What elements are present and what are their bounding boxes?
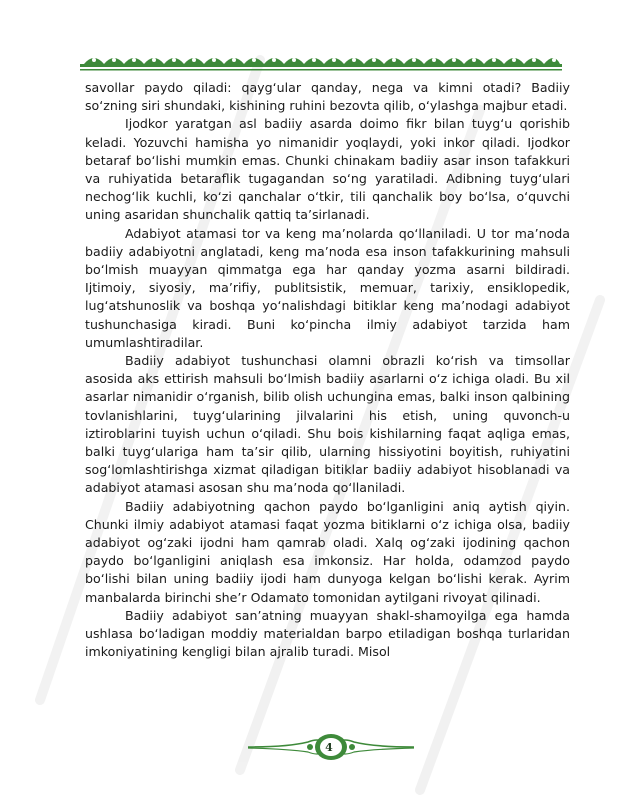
paragraph-3: Adabiyot atamasi tor va keng ma’nolarda qo‘llaniladi. U tor ma’noda badiiy adabiyotni anglatadi, keng ma’noda esa inson tafakkurining mahsuli bo‘lmish muayyan qimmatga ega har qanday yozma asarni bildiradi. Ijtimoiy, siyosiy, ma’rifiy, publitsistik, memuar, tarixiy, ensiklopedik, lug‘atshunoslik va boshqa yo‘nalishdagi bitiklar keng ma’nodagi adabiyot tushunchasiga kiradi. Buni ko‘pincha ilmiy adabiyot tarzida ham umumlashtiradilar. [85,225,570,350]
paragraph-6: Badiiy adabiyot san’atning muayyan shakl-shamoyilga ega hamda ushlasa bo‘ladigan moddiy materialdan barpo etiladigan boshqa turlaridan imkoniyatining kengligi bilan ajralib turadi. Misol [85,607,570,660]
paragraph-5: Badiiy adabiyotning qachon paydo bo‘lganligini aniq aytish qiyin. Chunki ilmiy adabiyot atamasi faqat yozma bitiklarni o‘z ichiga olsa, badiiy adabiyot og‘zaki ijodni ham qamrab oladi. Xalq og‘zaki ijodining qachon paydo bo‘lganligini aniqlash esa imkonsiz. Har holda, odamzod paydo bo‘lishi bilan uning badiiy ijodi ham dunyoga kelgan bo‘lishi kerak. Ayrim manbalarda birinchi she’r Odamato tomonidan aytilgani rivoyat qilinadi. [85,498,570,605]
paragraph-2: Ijodkor yaratgan asl badiiy asarda doimo fikr bilan tuyg‘u qorishib keladi. Yozuvchi hamisha yo nimanidir yoqlaydi, yoki inkor qiladi. Ijodkor betaraf bo‘lishi mumkin emas. Chunki chinakam badiiy asar inson tafakkuri va ruhiyatida betaraflik tugagandan so‘ng yaratiladi. Adibning tuyg‘ulari nechog‘lik kuchli, ko‘zi qanchalar o‘tkir, tili qanchalik boy bo‘lsa, o‘quvchi uning asaridan shunchalik qattiq ta’sirlanadi. [85,116,570,223]
paragraph-1: savollar paydo qiladi: qayg‘ular qanday, nega va kimni otadi? Badiiy so‘zning siri shundaki, kishining ruhini bezovta qilib, o‘ylashga majbur etadi. [85,80,570,114]
page-body [85,79,570,662]
header-ornament [80,50,562,74]
paragraph-4: Badiiy adabiyot tushunchasi olamni obrazli ko‘rish va timsollar asosida aks ettirish mahsuli bo‘lmish badiiy asarlarni o‘z ichiga oladi. Bu xil asarlar nimanidir o‘rganish, bilib olish uchungina emas, balki inson qalbining tovlanishlarini, tuyg‘ularining jilvalarini his etish, uning quvonch-u iztiroblarini tuyish uchun o‘qiladi. Shu bois kishilarning faqat aqliga emas, balki tuyg‘ulariga ham ta’sir qilib, ularning hissiyotini boyitish, ruhiyatini sog‘lomlashtirishga xizmat qiladigan bitiklar badiiy adabiyot hisoblanadi va adabiyot atamasi asosan shu ma’noda qo‘llaniladi. [85,353,570,496]
page-number: 4 [325,741,333,754]
